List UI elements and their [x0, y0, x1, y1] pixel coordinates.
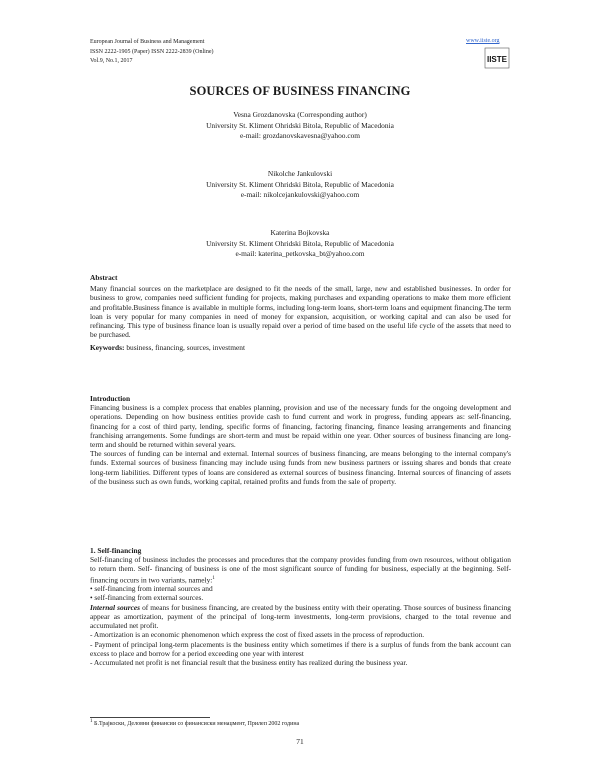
introduction-paragraph-2: The sources of funding can be internal and external. Internal sources of business financing, are means belonging to the internal company's funds. External sources of business financing may include using funds from new business partners or issuing shares and bonds that create long-term liabilities. Different types of loans are considered as external sources of business financing. Internal sources of financing of assets of the business such as own funds, working capital, retained profits and funds from the sale of property.	[90, 449, 511, 486]
dash-item: - Accumulated net profit is net financial result that the business entity has realized during the business year.	[90, 657, 408, 667]
bullet-item: • self-financing from internal sources and	[90, 584, 213, 594]
author-name: Vesna Grozdanovska (Corresponding author)	[233, 110, 367, 119]
keywords-line	[90, 343, 511, 352]
author-email: e-mail: katerina_petkovska_bt@yahoo.com	[235, 249, 365, 258]
author-affiliation: University St. Kliment Ohridski Bitola, Republic of Macedonia	[206, 120, 394, 130]
self-financing-heading: 1. Self-financing	[90, 546, 142, 555]
self-financing-paragraph: Self-financing of business includes the processes and procedures that the company provides funding from own resources, without obligation to return them. Self- financing of business is one of the most significant source of funding for business, especially at the beginning. Self-financing occurs in two variants, namely:$^1$	[90, 555, 511, 585]
author-affiliation: University St. Kliment Ohridski Bitola, Republic of Macedonia	[206, 238, 394, 248]
footnote-text: Б.Трајкоски, Деловни финансии со финансиски менаџмент, Прилеп 2002 година	[94, 721, 300, 727]
journal-header	[90, 38, 214, 67]
footnote-ref[interactable]: 1	[212, 575, 215, 581]
author-email: e-mail: nikolcejankulovski@yahoo.com	[240, 190, 360, 199]
abstract-section	[90, 273, 511, 353]
logo-text: IISTE	[486, 55, 508, 64]
journal-website-link[interactable]: www.iiste.org	[466, 38, 500, 44]
author-block-3	[0, 228, 600, 260]
author-name: Katerina Bojkovska	[270, 228, 330, 237]
keywords-value: business, financing, sources, investment	[126, 343, 245, 353]
footnote-marker: 1	[90, 719, 93, 724]
introduction-heading: Introduction	[90, 394, 131, 403]
introduction-paragraph-1: Financing business is a complex process that enables planning, provision and use of the necessary funds for the ongoing development and operations. Depending on how business entities provide cash to fund current and work in progress, funding appears as: self-financing, financing for a cost of third party, lending, specific forms of financing, factoring financing, finance leasing arrangements and financing franchising arrangements. Some fundings are short-term and must be repaid within one year. Other sources of business financing are long-term and should be returned within several years.	[90, 403, 511, 450]
paper-title: SOURCES OF BUSINESS FINANCING	[189, 84, 411, 98]
self-financing-section	[90, 546, 511, 667]
footnote-divider	[90, 717, 210, 718]
internal-sources-paragraph: Internal sources of means for business financing, are created by the business entity with their operating. Those sources of business financing appear as amortization, payment of the principal of long-term investments, long-term provisions, charged to the total revenue and accumulated net profit.	[90, 602, 511, 631]
footnote	[90, 719, 299, 727]
abstract-heading: Abstract	[90, 273, 118, 282]
abstract-text: Many financial sources on the marketplace are designed to fit the needs of the small, large, new and established businesses. In order for business to grow, companies need sufficient funding for projects, making purchases and expanding operations to make them more efficient and profitable.Business finance is available in multiple forms, including long-term loans, short-term loans and equipment financing.The term loan is very popular for many companies in need of money for expansion, acquisition, or working capital and can also be used for refinancing. This type of business finance loan is usually repaid over a period of time based on the useful life cycle of the assets that need to be purchased.	[90, 284, 511, 340]
author-block-1	[0, 110, 600, 142]
author-block-2	[0, 169, 600, 201]
iiste-logo	[484, 47, 510, 69]
journal-volume: Vol.9, No.1, 2017	[90, 58, 133, 64]
author-affiliation: University St. Kliment Ohridski Bitola, Republic of Macedonia	[206, 179, 394, 189]
author-email: e-mail: grozdanovskavesna@yahoo.com	[239, 131, 361, 140]
author-name: Nikolche Jankulovski	[267, 169, 333, 178]
page-number: 71	[296, 737, 304, 746]
journal-issn: ISSN 2222-1905 (Paper) ISSN 2222-2839 (Online)	[90, 48, 214, 55]
dash-item: - Amortization is an economic phenomenon which express the cost of fixed assets in the process of reproduction.	[90, 630, 425, 640]
dash-item: - Payment of principal long-term placements is the business entity which sometimes if there is a surplus of funds from the bank account can excess to place and borrow for a period exceeding one year with interest	[90, 639, 511, 658]
introduction-section	[90, 394, 511, 486]
bullet-item: • self-financing from external sources.	[90, 593, 204, 603]
keywords-label: Keywords:	[90, 343, 125, 353]
journal-name: European Journal of Business and Management	[90, 39, 205, 45]
internal-sources-label: Internal sources	[90, 602, 141, 612]
